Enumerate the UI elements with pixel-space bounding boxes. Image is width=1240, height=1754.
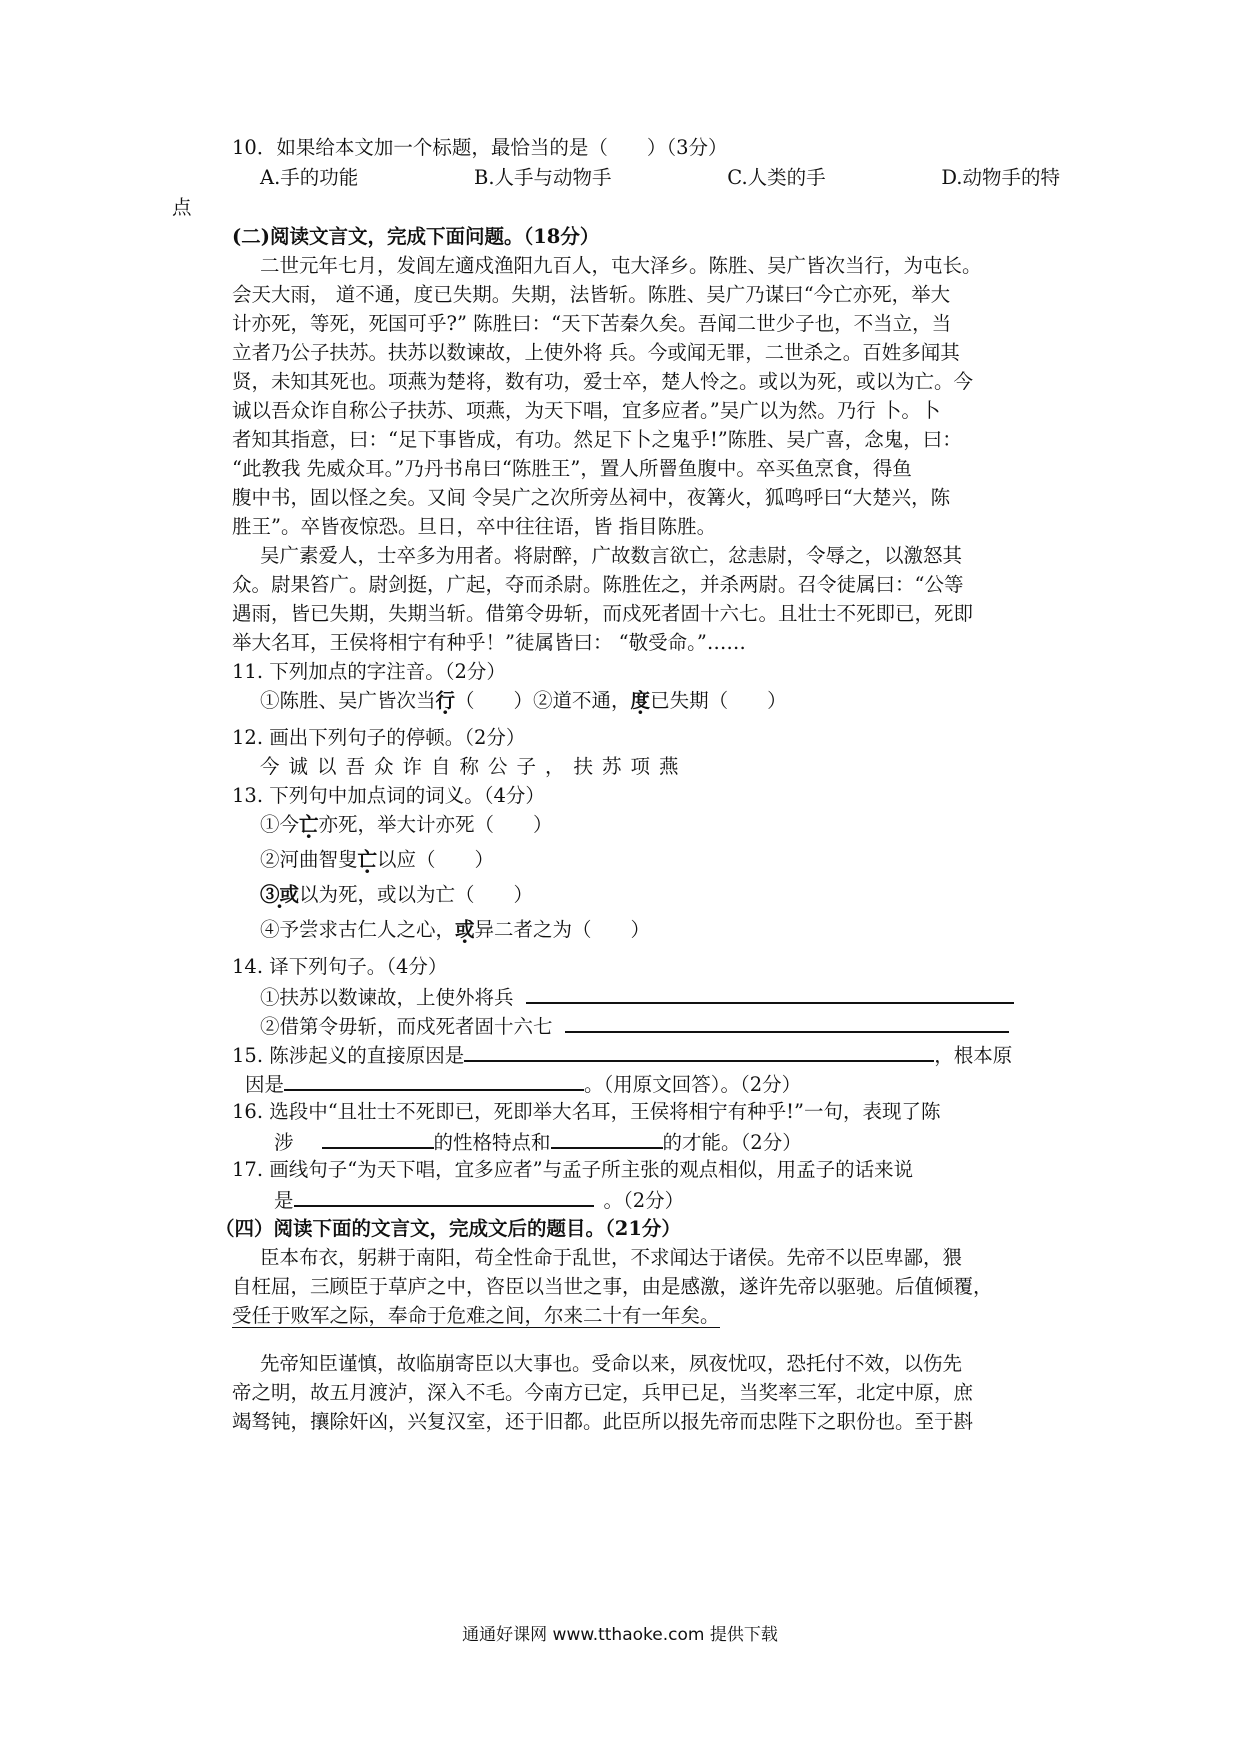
passage-4-line: 先帝知臣谨慎，故临崩寄臣以大事也。受命以来，夙夜忧叹，恐托付不效，以伤先	[260, 1352, 963, 1375]
passage-2-line: 举大名耳，王侯将相宁有种乎！”徒属皆曰： “敬受命。”……	[232, 631, 746, 654]
q12-stem: 12. 画出下列句子的停顿。（2分）	[232, 726, 526, 749]
q10-stem: 10．如果给本文加一个标题，最恰当的是（ ）（3分）	[232, 136, 728, 159]
q15-text: 因是	[245, 1073, 285, 1096]
q11-item-a-blank: （ ）②道不通，	[455, 689, 631, 712]
q17-answer-line[interactable]	[294, 1185, 594, 1207]
q15-answer-line-1[interactable]	[464, 1040, 934, 1062]
section-2-heading: (二)阅读文言文，完成下面问题。（18分）	[232, 225, 600, 248]
q13-item-4	[260, 916, 1090, 944]
q16-answer-line-1[interactable]	[322, 1127, 434, 1149]
q16-answer-line-2[interactable]	[551, 1127, 663, 1149]
q13-text: 以应（ ）	[377, 848, 495, 871]
q10-option-c: C.人类的手	[727, 166, 826, 189]
q14-answer-line-2[interactable]	[565, 1011, 1009, 1033]
q13-dotted-char: ③或 ·	[260, 883, 299, 906]
q12-sentence: 今诚以吾众诈自称公子，扶苏项燕	[260, 755, 688, 778]
q15-answer-line-2[interactable]	[284, 1069, 584, 1091]
q14-sentence-1	[260, 982, 1090, 1012]
q15-text: 15. 陈涉起义的直接原因是	[232, 1044, 465, 1067]
q13-item-2	[260, 846, 1090, 874]
q13-text: 亦死，举大计亦死（ ）	[318, 813, 553, 836]
q10-option-d-wrap: 点	[172, 196, 192, 219]
q14-stem: 14. 译下列句子。（4分）	[232, 955, 448, 978]
passage-4-line: 帝之明，故五月渡泸，深入不毛。今南方已定，兵甲已足，当奖率三军，北定中原，庶	[232, 1381, 974, 1404]
passage-2-line: 诚以吾众诈自称公子扶苏、项燕，为天下唱，宜多应者。”吴广以为然。乃行 卜。卜	[232, 399, 941, 422]
passage-2-line: 胜王”。卒皆夜惊恐。旦日，卒中往往语，皆 指目陈胜。	[232, 515, 717, 538]
q17-text: 是	[274, 1189, 294, 1212]
q14-sentence-text: ①扶苏以数谏故，上使外将兵	[260, 986, 514, 1009]
q14-answer-line-1[interactable]	[526, 982, 1014, 1004]
q13-text: ④予尝求古仁人之心，	[260, 918, 456, 941]
passage-2-line: 贤，未知其死也。项燕为楚将，数有功，爱士卒，楚人怜之。或以为死，或以为亡。今	[232, 370, 974, 393]
q16-text: 的性格特点和	[433, 1131, 551, 1154]
q16-line-2	[274, 1127, 1104, 1157]
passage-4-line	[232, 1302, 1062, 1330]
passage-2-line: 遇雨，皆已失期，失期当斩。借第令毋斩，而戍死者固十六七。且壮士不死即已，死即	[232, 602, 974, 625]
q11-item-a-text: ①陈胜、吴广皆次当	[260, 689, 436, 712]
q13-text: ①今	[260, 813, 300, 836]
q13-item-3	[260, 881, 1090, 909]
q17-line-1: 17. 画线句子“为天下唱，宜多应者”与孟子所主张的观点相似，用孟子的话来说	[232, 1158, 914, 1181]
passage-2-line: 会天大雨， 道不通，度已失期。失期，法皆斩。陈胜、吴广乃谋曰“今亡亦死，举大	[232, 283, 951, 306]
q10-option-b: B.人手与动物手	[473, 166, 612, 189]
q14-sentence-text: ②借第令毋斩，而戍死者固十六七	[260, 1015, 553, 1038]
q15-text: ，根本原	[934, 1044, 1013, 1067]
q16-text: 的才能。（2分）	[662, 1131, 802, 1154]
page-footer: 通通好课网 www.tthaoke.com 提供下载	[462, 1625, 778, 1645]
passage-2-line: 计亦死，等死，死国可乎?” 陈胜曰：“天下苦秦久矣。吾闻二世少子也，不当立，当	[232, 312, 952, 335]
q15-text: 。（用原文回答）。（2分）	[584, 1073, 802, 1096]
q16-line-1: 16. 选段中“且壮士不死即已，死即举大名耳，王侯将相宁有种乎!”一句，表现了陈	[232, 1100, 941, 1123]
section-4-heading: （四）阅读下面的文言文，完成文后的题目。（21分）	[215, 1217, 681, 1240]
q13-stem: 13. 下列句中加点词的词义。（4分）	[232, 784, 545, 807]
passage-2-line: 吴广素爱人，士卒多为用者。将尉醉，广故数言欲亡，忿恚尉，令辱之，以激怒其	[260, 544, 963, 567]
q15-line-1	[232, 1040, 1062, 1070]
q15-line-2	[245, 1069, 1075, 1099]
q13-dotted-char: 或	[455, 918, 475, 941]
q13-dotted-char: 亡	[357, 848, 378, 871]
q11-item-b-blank: 已失期（ ）	[650, 689, 787, 712]
q10-option-a: A.手的功能	[260, 166, 359, 189]
q16-text: 涉	[274, 1131, 294, 1154]
passage-4-line: 竭驽钝，攘除奸凶，兴复汉室，还于旧都。此臣所以报先帝而忠陛下之职份也。至于斟	[232, 1410, 974, 1433]
q13-dotted-char: 亡	[299, 813, 319, 836]
underlined-sentence: 受任于败军之际，奉命于危难之间，尔来二十有一年矣。	[232, 1304, 720, 1327]
q13-text: 异二者之为（ ）	[474, 918, 651, 941]
q17-line-2	[274, 1185, 1104, 1215]
q11-stem: 11. 下列加点的字注音。（2分）	[232, 660, 506, 683]
q11-dotted-char: 度	[630, 689, 651, 712]
q14-sentence-2	[260, 1011, 1090, 1041]
passage-2-line: 立者乃公子扶苏。扶苏以数谏故，上使外将 兵。今或闻无罪，二世杀之。百姓多闻其	[232, 341, 960, 364]
q10-options	[260, 164, 1060, 192]
q11-dotted-char: 行	[435, 689, 456, 712]
q17-text: 。（2分）	[603, 1189, 685, 1212]
q13-text: 以为死，或以为亡（ ）	[299, 883, 534, 906]
passage-2-line: 者知其指意，曰：“足下事皆成，有功。然足下卜之鬼乎!”陈胜、吴广喜，念鬼，曰：	[232, 428, 962, 451]
passage-4-line: 臣本布衣，躬耕于南阳，苟全性命于乱世，不求闻达于诸侯。先帝不以臣卑鄙，猥	[260, 1246, 963, 1269]
q11-items	[260, 687, 1090, 715]
passage-2-line: 二世元年七月，发闾左適戍渔阳九百人，屯大泽乡。陈胜、吴广皆次当行，为屯长。	[260, 254, 982, 277]
q10-option-d: D.动物手的特	[941, 166, 1060, 189]
q13-item-1	[260, 811, 1090, 839]
passage-4-line: 自枉屈，三顾臣于草庐之中，咨臣以当世之事，由是感激，遂许先帝以驱驰。后值倾覆，	[232, 1275, 993, 1298]
passage-2-line: “此教我 先威众耳。”乃丹书帛曰“陈胜王”，置人所罾鱼腹中。卒买鱼烹食，得鱼	[232, 457, 912, 480]
passage-2-line: 腹中书，固以怪之矣。又间 令吴广之次所旁丛祠中，夜篝火，狐鸣呼曰“大楚兴，陈	[232, 486, 951, 509]
passage-2-line: 众。尉果笞广。尉剑挺，广起，夺而杀尉。陈胜佐之，并杀两尉。召令徒属曰：“公等	[232, 573, 964, 596]
q13-text: ②河曲智叟	[260, 848, 358, 871]
